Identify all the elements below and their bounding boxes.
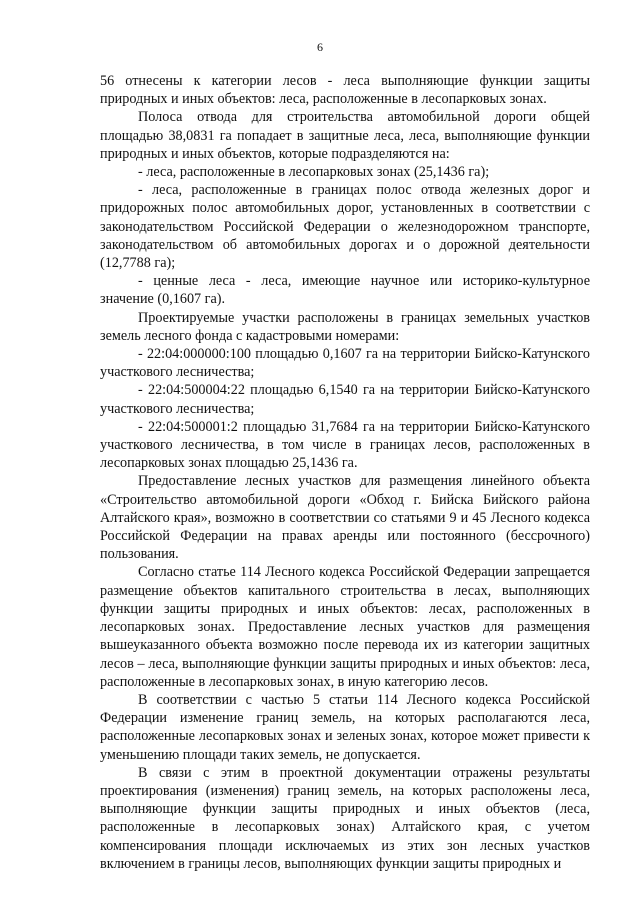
- paragraph: - ценные леса - леса, имеющие научное или историко-культурное значение (0,1607 га).: [100, 273, 590, 308]
- paragraph: - 22:04:000000:100 площадью 0,1607 га на территории Бийско-Катунского участкового лесничества;: [100, 346, 590, 381]
- paragraph: Полоса отвода для строительства автомобильной дороги общей площадью 38,0831 га попадает в защитные леса, леса, выполняющие функции природных и иных объектов, которые подразделяются на:: [100, 109, 590, 162]
- paragraph: В связи с этим в проектной документации отражены результаты проектирования (изменения) границ земель, на которых расположены леса, выполняющие функции защиты природных и иных объектов (леса, расположенные в лесопарковых зонах) Алтайского края, с учетом компенсирования площади исключаемых из этих зон лесных участков включением в границы лесов, выполняющих функции защиты природных и: [100, 764, 590, 872]
- paragraph: - леса, расположенные в границах полос отвода железных дорог и придорожных полос автомобильных дорог, установленных в соответствии с законодательством Российской Федерации о железнодорожном транспорте, законодательством об автомобильных дорогах и о дорожной деятельности (12,7788 га);: [100, 182, 590, 272]
- paragraph: Проектируемые участки расположены в границах земельных участков земель лесного фонда с кадастровыми номерами:: [100, 309, 590, 344]
- paragraph: - 22:04:500004:22 площадью 6,1540 га на территории Бийско-Катунского участкового лесничества;: [100, 382, 590, 417]
- document-body: [100, 72, 590, 873]
- paragraph: В соответствии с частью 5 статьи 114 Лесного кодекса Российской Федерации изменение границ земель, на которых располагаются леса, расположенные лесопарковых зонах и зеленых зонах, которое может привести к уменьшению площади таких земель, не допускается.: [100, 691, 590, 763]
- paragraph: Согласно статье 114 Лесного кодекса Российской Федерации запрещается размещение объектов капитального строительства в лесах, выполняющих функции защиты природных и иных объектов: лесах, расположенных в лесопарковых зонах. Предоставление лесных участков для размещения вышеуказанного объекта возможно после перевода их из категории защитных лесов – леса, выполняющие функции защиты природных и иных объектов: леса, расположенные в лесопарковых зонах, в иную категорию лесов.: [100, 564, 590, 690]
- page-number: 6: [317, 40, 323, 54]
- paragraph: - леса, расположенные в лесопарковых зонах (25,1436 га);: [138, 164, 490, 181]
- paragraph: - 22:04:500001:2 площадью 31,7684 га на территории Бийско-Катунского участкового лесничества, в том числе в границах лесов, расположенных в лесопарковых зонах площадью 25,1436 га.: [100, 418, 590, 472]
- paragraph: 56 отнесены к категории лесов - леса выполняющие функции защиты природных и иных объектов: леса, расположенные в лесопарковых зонах.: [100, 73, 590, 108]
- paragraph: Предоставление лесных участков для размещения линейного объекта «Строительство автомобильной дороги «Обход г. Бийска Бийского района Алтайского края», возможно в соответствии со статьями 9 и 45 Лесного кодекса Российской Федерации на правах аренды или постоянного (бессрочного) пользования.: [100, 473, 590, 563]
